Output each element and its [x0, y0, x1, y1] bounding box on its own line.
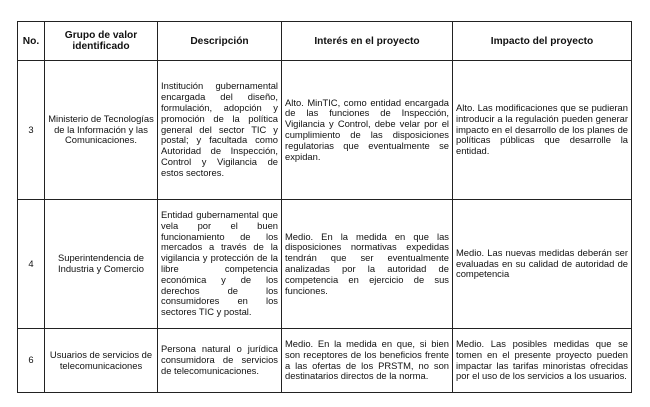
row-impact: Medio. Las nuevas medidas deberán ser evaluadas en su calidad de autoridad de competencia — [453, 200, 632, 329]
row-interest: Medio. En la medida en que, si bien son receptores de los beneficios frente a las ofertas de los PRSTM, no son destinatarios directos de la norma. — [282, 329, 453, 393]
row-no: 3 — [18, 61, 45, 200]
table-header — [18, 22, 632, 61]
row-group: Usuarios de servicios de telecomunicaciones — [45, 329, 158, 393]
row-description: Persona natural o jurídica consumidora de servicios de telecomunicaciones. — [158, 329, 282, 393]
row-no: 6 — [18, 329, 45, 393]
row-description: Institución gubernamental encargada del diseño, formulación, adopción y promoción de la política general del sector TIC y postal; y facultada como Autoridad de Inspección, Control y Vigilancia de estos sectores. — [158, 61, 282, 200]
header-impact: Impacto del proyecto — [453, 22, 632, 61]
row-description: Entidad gubernamental que vela por el buen funcionamiento de los mercados a través de la vigilancia y protección de la libre competencia económica y de los derechos de los consumidores en los sectores TIC y postal. — [158, 200, 282, 329]
row-group: Superintendencia de Industria y Comercio — [45, 200, 158, 329]
table-body — [18, 61, 632, 393]
row-interest: Medio. En la medida en que las disposiciones normativas expedidas tendrán que ser eventualmente analizadas por la autoridad de competencia en ejercicio de sus funciones. — [282, 200, 453, 329]
stakeholder-table — [17, 21, 632, 393]
header-description: Descripción — [158, 22, 282, 61]
table-row — [18, 329, 632, 393]
header-no: No. — [18, 22, 45, 61]
table-row — [18, 61, 632, 200]
table-row — [18, 200, 632, 329]
header-interest: Interés en el proyecto — [282, 22, 453, 61]
row-impact: Alto. Las modificaciones que se pudieran introducir a la regulación pueden generar impacto en el desarrollo de los planes de políticas públicas que desarrolle la entidad. — [453, 61, 632, 200]
row-impact: Medio. Las posibles medidas que se tomen en el presente proyecto pueden impactar las tarifas minoristas ofrecidas por el uso de los servicios a los usuarios. — [453, 329, 632, 393]
row-interest: Alto. MinTIC, como entidad encargada de las funciones de Inspección, Vigilancia y Control, debe velar por el cumplimiento de las disposiciones regulatorias que eventualmente se expidan. — [282, 61, 453, 200]
row-group: Ministerio de Tecnologías de la Información y las Comunicaciones. — [45, 61, 158, 200]
header-group: Grupo de valor identificado — [45, 22, 158, 61]
header-row — [18, 22, 632, 61]
row-no: 4 — [18, 200, 45, 329]
